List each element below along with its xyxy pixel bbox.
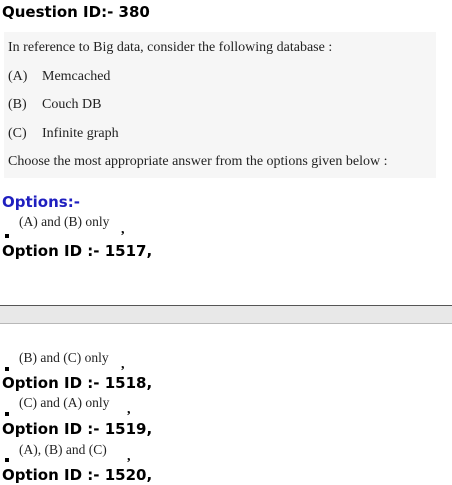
bullet-icon (5, 234, 9, 238)
question-instruction: Choose the most appropriate answer from the options given below : (8, 154, 388, 169)
option-text: (A), (B) and (C) (19, 442, 107, 457)
item-text: Couch DB (42, 97, 102, 112)
option-text: (A) and (B) only (19, 214, 110, 229)
question-image (4, 32, 436, 178)
option-id: Option ID :- 1520, (2, 466, 153, 484)
question-id: Question ID:- 380 (2, 3, 150, 21)
item-label: (C) (8, 126, 27, 141)
bullet-icon (5, 412, 9, 416)
option-text: (C) and (A) only (19, 395, 110, 410)
question-item-a (8, 69, 110, 85)
bullet-icon (5, 367, 9, 371)
item-label: (A) (8, 69, 28, 84)
comma: , (121, 222, 125, 237)
item-text: Memcached (42, 69, 111, 84)
option-id: Option ID :- 1519, (2, 420, 153, 438)
separator-band (0, 306, 452, 324)
question-stem: In reference to Big data, consider the following database : (8, 40, 333, 55)
comma: , (127, 402, 131, 417)
options-heading: Options:- (2, 193, 80, 211)
option-id: Option ID :- 1518, (2, 374, 153, 392)
bullet-icon (5, 458, 9, 462)
option-text: (B) and (C) only (19, 350, 109, 365)
item-text: Infinite graph (42, 126, 119, 141)
comma: , (127, 449, 131, 464)
comma: , (121, 357, 125, 372)
option-id: Option ID :- 1517, (2, 242, 153, 260)
question-item-c (8, 126, 119, 142)
question-item-b (8, 97, 102, 113)
item-label: (B) (8, 97, 27, 112)
